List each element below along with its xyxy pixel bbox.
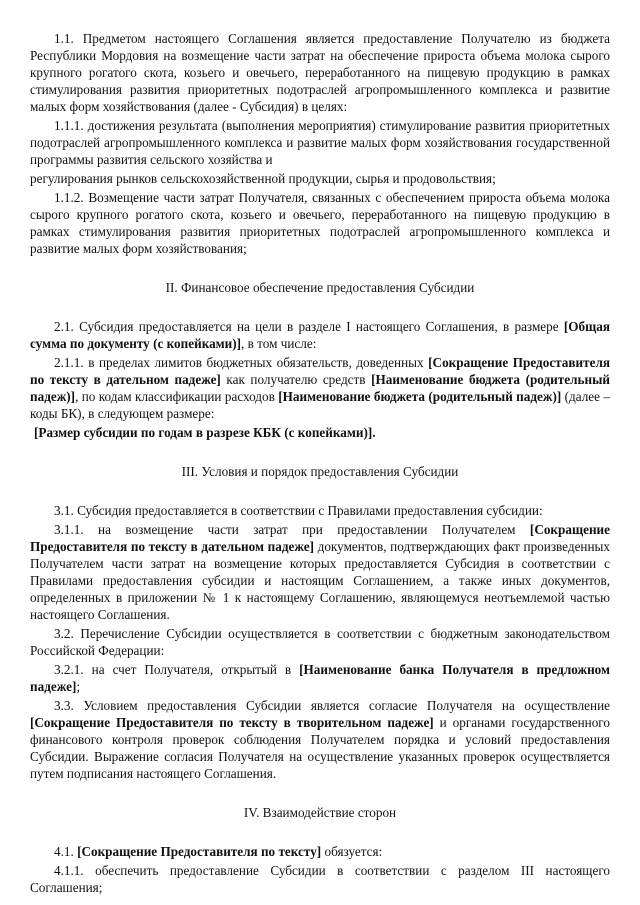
placeholder-field: [Наименование бюджета (родительный падеж)] [278,389,562,404]
paragraph-3-2-1 [30,661,610,695]
paragraph-2-1-1 [30,354,610,422]
paragraph-2-1 [30,318,610,352]
paragraph-1-1-1: 1.1.1. достижения результата (выполнения мероприятия) стимулирование развития приоритетных подотраслей агропромышленного комплекса и развитие малых форм хозяйствования государственной программы развития сельского хозяйства и [30,118,610,167]
placeholder-field: [Сокращение Предоставителя по тексту в дательном падеже] [30,522,610,554]
placeholder-field: [Сокращение Предоставителя по тексту в творительном падеже] [30,715,434,730]
text: 3.3. Условием предоставления Субсидии является согласие Получателя на осуществление [54,698,610,713]
placeholder-field: [Общая сумма по документу (с копейками)] [30,319,610,351]
text: как получателю средств [220,372,372,387]
text: 2.1.1. в пределах лимитов бюджетных обязательств, доведенных [54,355,429,370]
placeholder-field: [Наименование банка Получателя в предложном падеже] [30,662,610,694]
placeholder-field: [Сокращение Предоставителя по тексту] [77,844,322,859]
text: , по кодам классификации расходов [75,389,279,404]
paragraph-3-1-1 [30,521,610,623]
paragraph-3-2: 3.2. Перечисление Субсидии осуществляется в соответствии с бюджетным законодательством Российской Федерации: [30,626,610,658]
section-3-heading: III. Условия и порядок предоставления Субсидии [181,464,459,479]
section-4-heading: IV. Взаимодействие сторон [243,805,397,820]
text: 4.1. [54,844,78,859]
text: 3.1.1. на возмещение части затрат при предоставлении Получателем [54,522,530,537]
paragraph-4-1 [30,843,610,860]
text: (далее – коды БК), в следующем размере: [30,389,610,421]
placeholder-field: [Сокращение Предоставителя по тексту в дательном падеже] [30,355,610,387]
paragraph-4-1-1: 4.1.1. обеспечить предоставление Субсидии в соответствии с разделом III настоящего Соглашения; [30,863,610,895]
text: , в том числе: [241,336,317,351]
paragraph-1-1: 1.1. Предметом настоящего Соглашения является предоставление Получателю из бюджета Республики Мордовия на возмещение части затрат на обеспечение прироста объема молока сырого крупного рогатого скота, козьего и овечьего, переработанного на пищевую продукцию в рамках стимулирования развития приоритетных подотраслей агропромышленного комплекса и развитие малых форм хозяйствования (далее - Субсидия) в целях: [30,31,610,114]
placeholder-field: [Наименование бюджета (родительный падеж)] [30,372,610,404]
text: 3.2.1. на счет Получателя, открытый в [54,662,300,677]
placeholder-field: [Размер субсидии по годам в разрезе КБК (с копейками)]. [34,425,376,440]
text: обязуется: [321,844,383,859]
paragraph-2-1-1-amount [30,424,610,441]
paragraph-1-1-2: 1.1.2. Возмещение части затрат Получателя, связанных с обеспечением прироста объема молока сырого крупного рогатого скота, козьего и овечьего, переработанного на пищевую продукцию в рамках стимулирования развития приоритетных подотраслей агропромышленного комплекса и развитие малых форм хозяйствования; [30,190,610,256]
text: ; [76,679,81,694]
text: 2.1. Субсидия предоставляется на цели в разделе I настоящего Соглашения, в размере [54,319,564,334]
text: и органами государственного финансового контроля проверок соблюдения Получателем порядка и условий предоставления Субсидии. Выражение согласия Получателя на осуществление указанных проверок осуществляется путем подписания настоящего Соглашения. [30,715,610,781]
paragraph-3-3 [30,697,610,782]
paragraph-1-1-1-cont: регулирования рынков сельскохозяйственной продукции, сырья и продовольствия; [30,171,496,186]
section-2-heading: II. Финансовое обеспечение предоставления Субсидии [165,280,475,295]
text: документов, подтверждающих факт произведенных Получателем части затрат на возмещение которых предоставляется Субсидия в соответствии с Правилами предоставления субсидии и настоящим Соглашением, а также иных документов, определенных в приложении № 1 к настоящему Соглашению, являющемуся неотъемлемой частью настоящего Соглашения. [30,539,610,622]
paragraph-3-1: 3.1. Субсидия предоставляется в соответствии с Правилами предоставления субсидии: [54,503,543,518]
